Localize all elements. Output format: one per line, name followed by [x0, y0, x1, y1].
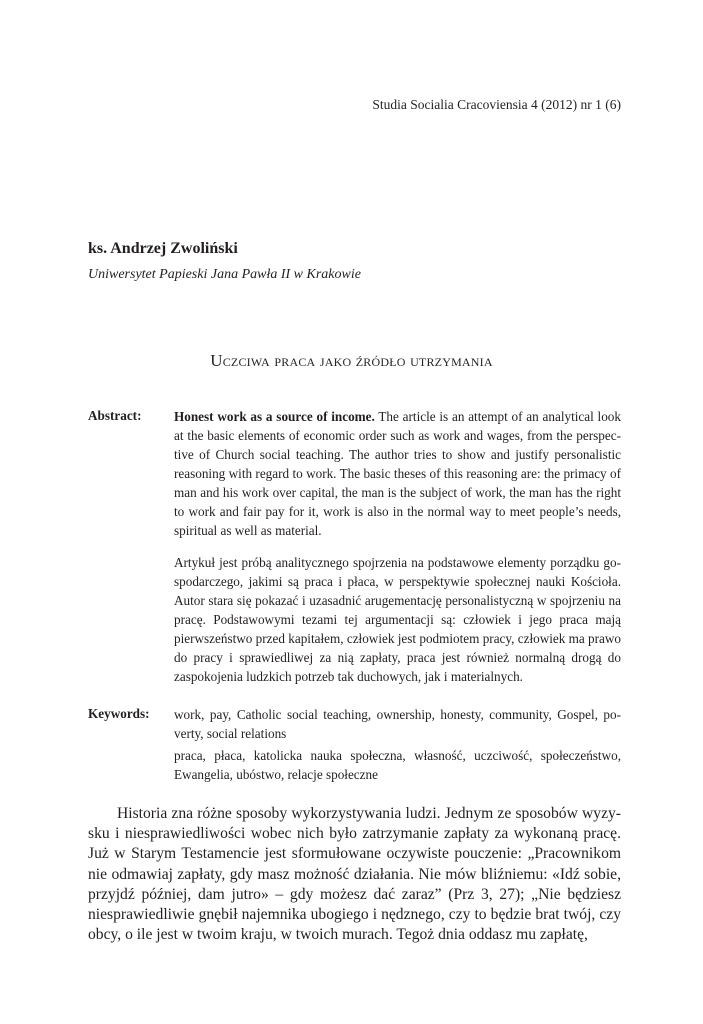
body-text	[88, 804, 621, 945]
abstract-polish-text: Artykuł jest próbą analitycznego spojrzenia na podstawowe elementy porządku gospodarczego, jakimi są praca i płaca, w perspektywie społecznej nauki Kościoła. Autor stara się pokazać i uzasadnić arugementację personalistyczną w spojrzeniu na pracę. Podstawowymi tezami tej argumentacji są: człowiek i jego praca mają pierwszeństwo przed kapitałem, człowiek jest podmiotem pracy, człowiek ma prawo do pracy i sprawiedliwej za nią zapłaty, praca jest również normalną drogą do zaspokojenia ludzkich potrzeb tak duchowych, jak i materialnych.	[174, 555, 621, 684]
abstract-english	[174, 407, 621, 540]
abstract-english-title: Honest work as a source of income.	[174, 409, 375, 424]
keywords-polish	[174, 746, 621, 784]
keywords-english-text: work, pay, Catholic social teaching, ownership, honesty, community, Gospel, poverty, social relations	[174, 707, 621, 741]
abstract-polish	[174, 553, 621, 686]
author-affiliation: Uniwersytet Papieski Jana Pawła II w Krakowie	[88, 267, 361, 282]
journal-citation: Studia Socialia Cracoviensia 4 (2012) nr 1 (6)	[372, 97, 621, 112]
keywords-label: Keywords:	[88, 706, 150, 721]
abstract-label: Abstract:	[88, 408, 142, 423]
body-paragraph: Historia zna różne sposoby wykorzystywania ludzi. Jednym ze sposobów wyzysku i niesprawiedliwości wobec nich było zatrzymanie zapłaty za wykonaną pracę. Już w Starym Testamencie jest sformułowane oczywiste pouczenie: „Pracownikom nie odmawiaj zapłaty, gdy masz możność działania. Nie mów bliźniemu: «Idź sobie, przyjdź później, dam jutro» – gdy możesz dać zaraz” (Prz 3, 27); „Nie będziesz niesprawiedliwie gnębił najemnika ubogiego i nędznego, czy to będzie brat twój, czy obcy, o ile jest w twoim kraju, w twoich murach. Tegoż dnia oddasz mu zapłatę,	[88, 805, 621, 944]
keywords-polish-text: praca, płaca, katolicka nauka społeczna, własność, uczciwość, społeczeństwo, Ewangelia, ubóstwo, relacje społeczne	[174, 748, 621, 782]
abstract-english-text: The article is an attempt of an analytical look at the basic elements of economic order such as work and wages, from the perspective of Church social teaching. The author tries to show and justify personalistic reasoning with regard to work. The basic theses of this reasoning are: the primacy of man and his work over capital, the man is the subject of work, the man has the right to work and fair pay for it, work is also in the normal way to meet people’s needs, spiritual as well as material.	[174, 409, 621, 538]
author-name: ks. Andrzej Zwoliński	[88, 240, 238, 257]
article-title: Uczciwa praca jako źródło utrzymania	[210, 351, 493, 370]
keywords-english	[174, 705, 621, 743]
